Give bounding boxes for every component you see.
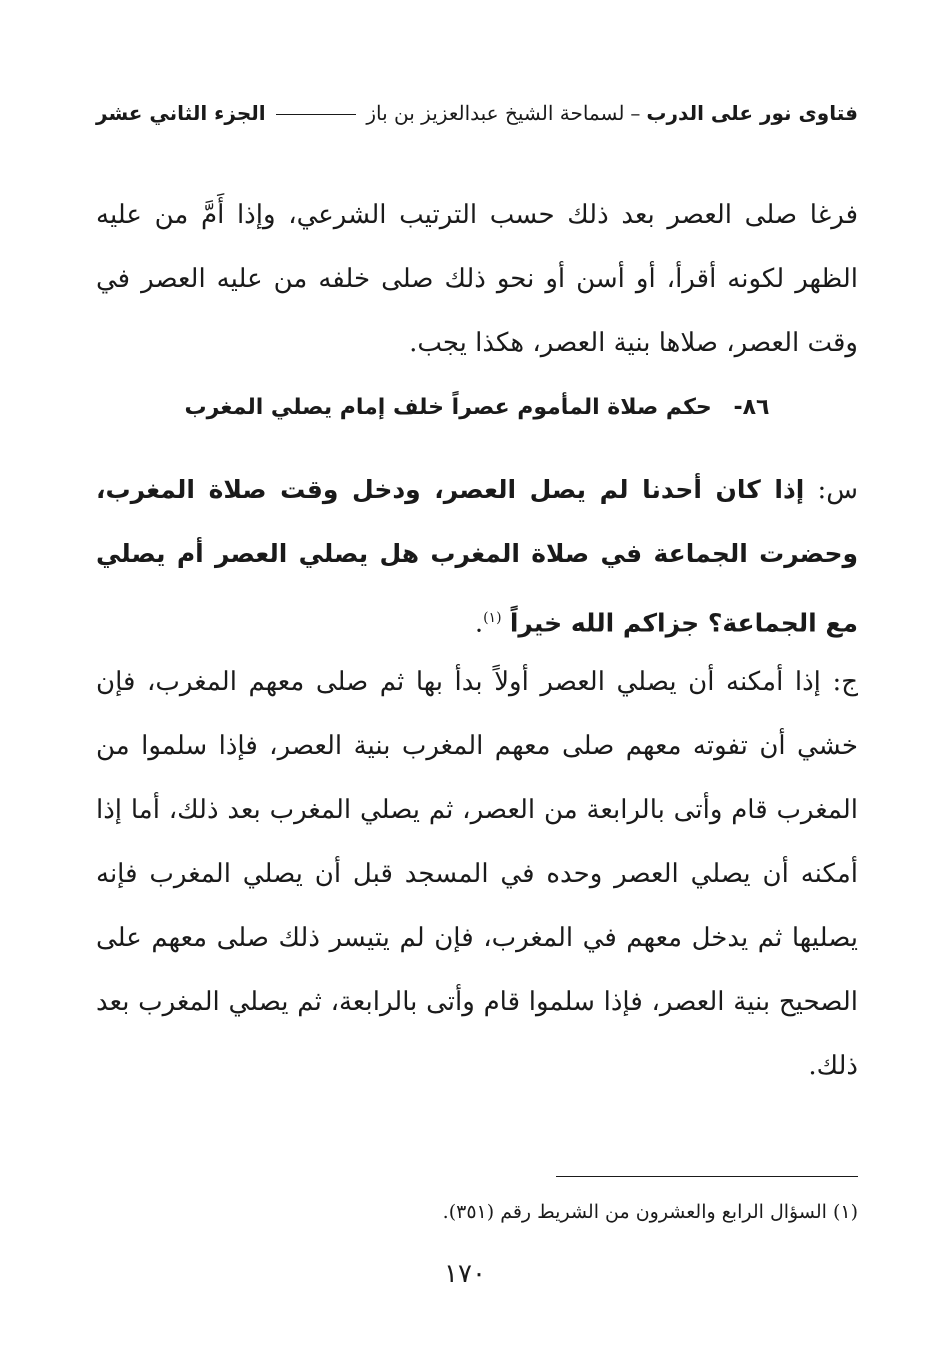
header-rule (276, 114, 357, 115)
page-number: ١٧٠ (444, 1259, 486, 1289)
footnote-text: السؤال الرابع والعشرون من الشريط رقم (٣٥١). (442, 1201, 827, 1223)
intro-paragraph: فرغا صلى العصر بعد ذلك حسب الترتيب الشرعي، وإذا أَمَّ من عليه الظهر لكونه أقرأ، أو أسن أو نحو ذلك صلى خلفه من عليه العصر في وقت العصر، صلاها بنية العصر، هكذا يجب. (96, 200, 858, 358)
section-heading (96, 388, 858, 428)
footnote-divider (556, 1176, 858, 1177)
question-end: . (474, 608, 484, 639)
author-line: لسماحة الشيخ عبدالعزيز بن باز (366, 101, 625, 125)
answer-label: ج: (832, 667, 859, 697)
question-paragraph (96, 458, 858, 656)
running-header (96, 96, 858, 130)
footnote (96, 1196, 858, 1228)
volume-label: الجزء الثاني عشر (96, 101, 266, 125)
answer-text: إذا أمكنه أن يصلي العصر أولاً بدأ بها ثم صلى معهم المغرب، فإن خشي أن تفوته معهم صلى معهم المغرب بنية العصر، فإذا سلموا من المغرب قام وأتى بالرابعة من العصر، ثم يصلي المغرب بعد ذلك، أما إذا أمكنه أن يصلي العصر وحده في المسجد قبل أن يصلي المغرب فإنه يصليها ثم يدخل معهم في المغرب، فإن لم يتيسر ذلك صلى معهم على الصحيح بنية العصر، فإذا سلموا قام وأتى بالرابعة، ثم يصلي المغرب بعد ذلك. (96, 667, 858, 1081)
section-number: ٨٦- (733, 395, 770, 420)
section-title: حكم صلاة المأموم عصراً خلف إمام يصلي المغرب (184, 395, 712, 420)
question-text: إذا كان أحدنا لم يصل العصر، ودخل وقت صلاة المغرب، وحضرت الجماعة في صلاة المغرب هل يصلي العصر أم يصلي مع الجماعة؟ جزاكم الله خيراً (96, 475, 858, 638)
book-title: فتاوى نور على الدرب (646, 101, 858, 125)
header-separator: – (630, 101, 641, 125)
footnote-marker: (١) (832, 1201, 858, 1223)
answer-paragraph (96, 650, 858, 1098)
question-label: س: (817, 475, 859, 505)
footnote-reference[interactable]: (١) (483, 610, 502, 626)
